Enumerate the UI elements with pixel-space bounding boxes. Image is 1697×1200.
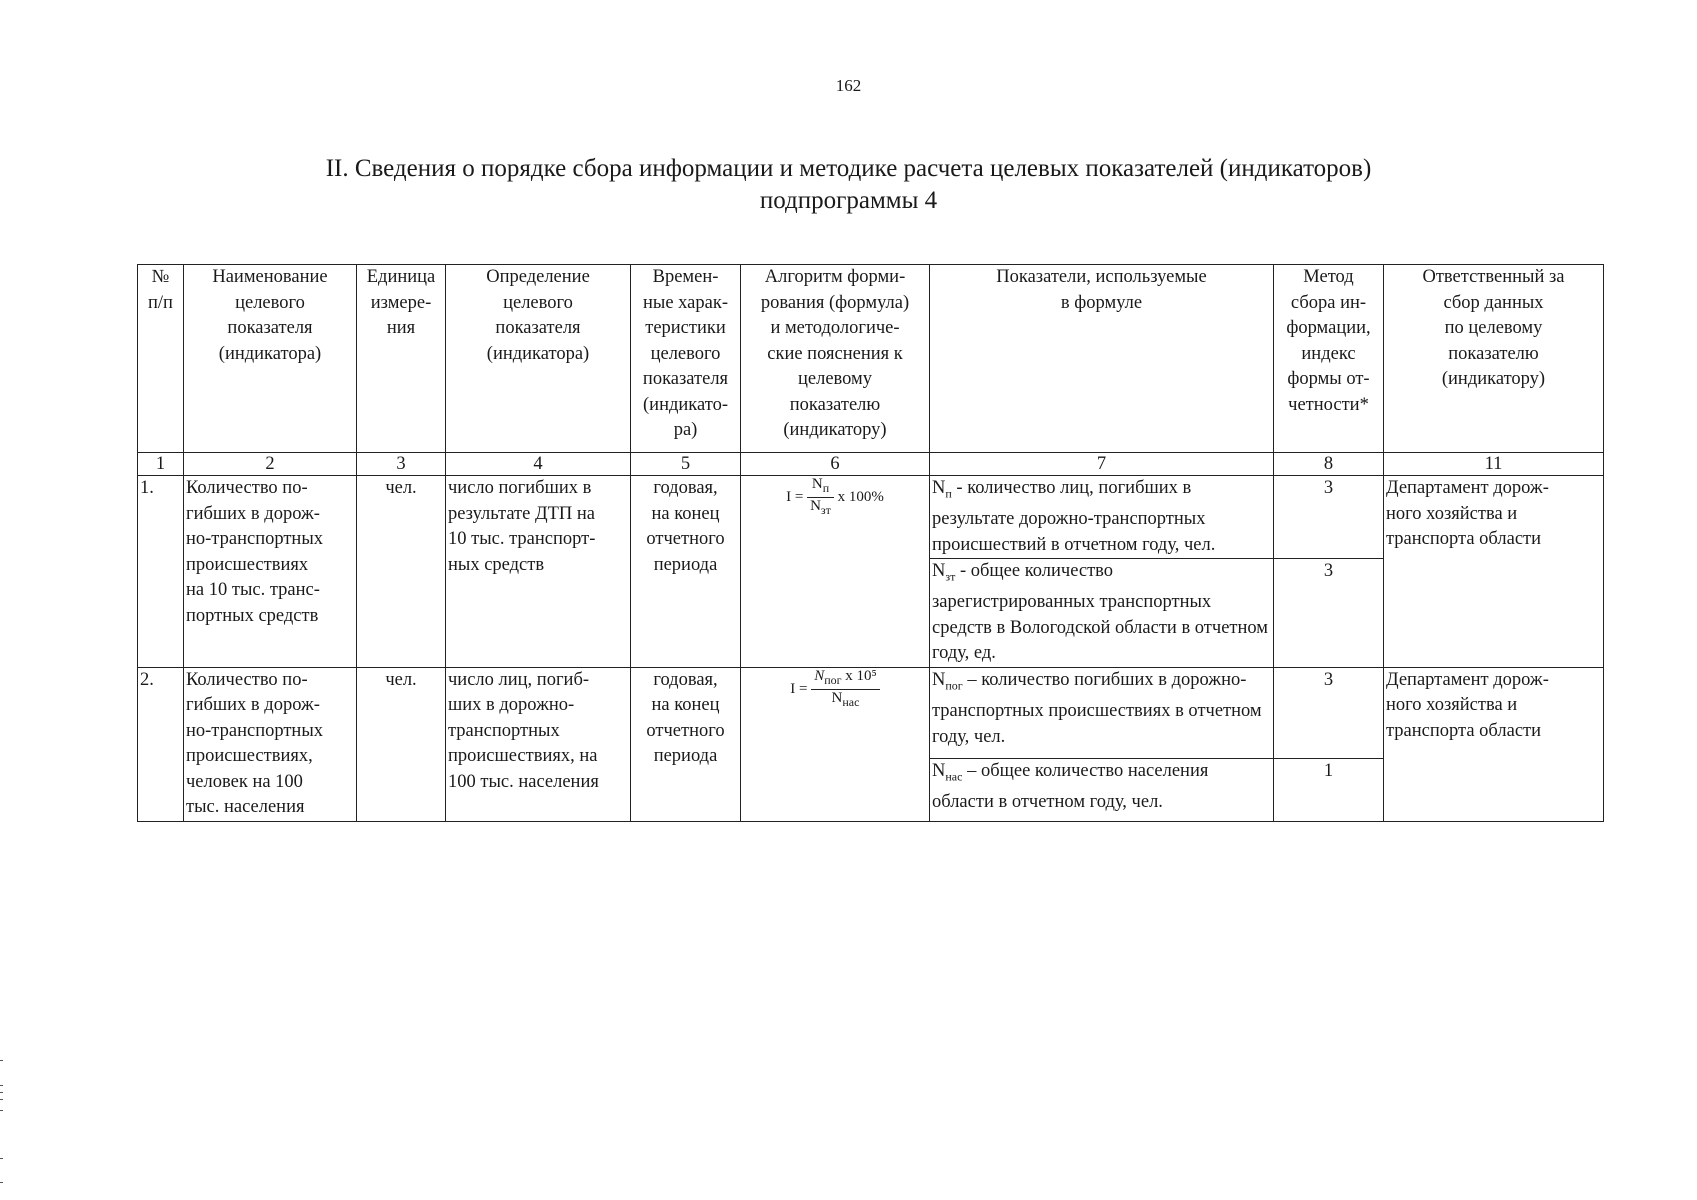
header-text-line: Единица — [366, 267, 436, 287]
cell-text-line: происшествиях, на — [448, 746, 598, 767]
header-text-line: теристики — [645, 318, 726, 338]
column-number: 5 — [631, 453, 741, 476]
cell-text-line: отчетного — [646, 720, 725, 741]
header-text-line: сбор данных — [1443, 292, 1544, 313]
header-text-line: формы от- — [1287, 369, 1370, 389]
header-cell — [184, 265, 357, 453]
header-cell — [446, 265, 631, 453]
column-number: 11 — [1384, 453, 1604, 476]
cell-text-line: Департамент дорож- — [1386, 478, 1549, 498]
indicators-table — [137, 264, 1604, 822]
header-text-line: показателю — [789, 394, 881, 415]
row-number: 2. — [138, 667, 184, 821]
header-text-line: ра) — [673, 420, 698, 440]
cell-text-line: на конец — [651, 503, 720, 524]
cell-text-line: но-транспортных — [186, 720, 324, 741]
header-text-line: (индикатору) — [1441, 369, 1546, 389]
collection-method: 3 — [1274, 667, 1384, 758]
scan-mark — [0, 1085, 3, 1086]
row-number: 1. — [138, 476, 184, 668]
header-text-line: (индикатора) — [486, 343, 590, 364]
definition — [446, 667, 631, 821]
header-text-line: в формуле — [1060, 292, 1143, 313]
header-text-line: ные харак- — [643, 292, 728, 313]
header-text-line: Показатели, используемые — [996, 267, 1207, 287]
definition — [446, 476, 631, 668]
cell-text-line: происшествиях — [186, 554, 309, 575]
header-text-line: сбора ин- — [1290, 292, 1367, 313]
page-title — [0, 153, 1697, 217]
column-number: 7 — [930, 453, 1274, 476]
indicator-variable: $N_{зт}$ - общее количество зарегистрированных транспортных средств в Вологодской области в отчетном году, ед. — [930, 559, 1274, 668]
header-cell — [741, 265, 930, 453]
header-text-line: рования (формула) — [760, 292, 910, 313]
title-line-2: подпрограммы 4 — [759, 187, 938, 214]
indicator-name — [184, 476, 357, 668]
header-text-line: Определение — [486, 267, 590, 287]
cell-text-line: транспорта области — [1386, 720, 1542, 741]
cell-text-line: годовая, — [653, 478, 718, 498]
header-text-line: целевого — [235, 292, 305, 313]
header-text-line: п/п — [148, 292, 173, 313]
header-text-line: и методологиче- — [770, 318, 900, 338]
indicator-variable: $N_{нас}$ – общее количество населения области в отчетном году, чел. — [930, 758, 1274, 821]
cell-text-line: происшествиях, — [186, 746, 313, 767]
cell-text-line: транспортных — [448, 720, 560, 741]
cell-text-line: но-транспортных — [186, 529, 324, 549]
collection-method: 3 — [1274, 559, 1384, 668]
cell-text-line: Количество по- — [186, 669, 308, 690]
formula-fraction — [807, 476, 834, 519]
header-text-line: измере- — [370, 292, 432, 313]
cell-text-line: число погибших в — [448, 478, 592, 498]
responsible — [1384, 476, 1604, 668]
header-cell — [1274, 265, 1384, 453]
header-text-line: целевого — [650, 343, 721, 364]
cell-text-line: отчетного — [646, 529, 725, 549]
column-number: 2 — [184, 453, 357, 476]
cell-text-line: 10 тыс. транспорт- — [448, 529, 596, 549]
table-row — [138, 667, 1604, 758]
column-numbers-row — [138, 453, 1604, 476]
formula — [741, 476, 930, 668]
cell-text-line: ных средств — [448, 554, 545, 575]
header-text-line: по целевому — [1444, 318, 1543, 338]
header-text-line: целевому — [797, 369, 873, 389]
formula-denominator: $N_{зт}$ — [810, 498, 831, 517]
cell-text-line: на конец — [651, 695, 720, 716]
cell-text-line: ного хозяйства и — [1386, 503, 1518, 524]
title-line-1: II. Сведения о порядке сбора информации и методике расчета целевых показателей (индикаторов) — [325, 155, 1372, 182]
cell-text-line: периода — [653, 746, 718, 767]
cell-text-line: человек на 100 — [186, 771, 303, 792]
collection-method: 3 — [1274, 476, 1384, 559]
column-number: 8 — [1274, 453, 1384, 476]
header-text-line: (индикато- — [643, 394, 728, 415]
header-text-line: индекс — [1301, 343, 1356, 364]
header-cell — [1384, 265, 1604, 453]
scan-mark — [0, 1092, 3, 1093]
formula-fraction — [811, 668, 880, 711]
scan-mark — [0, 1158, 3, 1159]
column-number: 6 — [741, 453, 930, 476]
header-text-line: ские пояснения к — [767, 343, 903, 364]
formula — [741, 667, 930, 821]
responsible — [1384, 667, 1604, 821]
header-text-line: целевого — [503, 292, 573, 313]
header-text-line: Алгоритм форми- — [764, 267, 906, 287]
header-text-line: показателя — [227, 318, 313, 338]
header-text-line: показателя — [642, 369, 729, 389]
cell-text-line: число лиц, погиб- — [448, 669, 590, 690]
header-cell — [357, 265, 446, 453]
cell-text-line: транспорта области — [1386, 529, 1542, 549]
cell-text-line: годовая, — [653, 669, 718, 690]
header-text-line: Ответственный за — [1422, 267, 1565, 287]
formula-numerator: $N_п$ — [807, 476, 834, 498]
cell-text-line: на 10 тыс. транс- — [186, 580, 320, 600]
header-text-line: № — [151, 267, 170, 287]
formula-tail: x 100% — [837, 488, 884, 505]
header-cell — [930, 265, 1274, 453]
unit: чел. — [357, 476, 446, 668]
cell-text-line: Количество по- — [186, 478, 308, 498]
header-text-line: (индикатору) — [783, 420, 887, 440]
header-row — [138, 265, 1604, 453]
indicator-variable: $N_п$ - количество лиц, погибших в результате дорожно-транспортных происшествий в отчетном году, чел. — [930, 476, 1274, 559]
unit: чел. — [357, 667, 446, 821]
header-text-line: Времен- — [652, 267, 719, 287]
column-number: 1 — [138, 453, 184, 476]
cell-text-line: Департамент дорож- — [1386, 669, 1549, 690]
cell-text-line: гибших в дорож- — [186, 503, 320, 524]
formula-denominator: $N_{нас}$ — [831, 689, 860, 709]
header-text-line: четности* — [1288, 394, 1369, 415]
collection-method: 1 — [1274, 758, 1384, 821]
table-row — [138, 476, 1604, 559]
header-text-line: показателю — [1448, 343, 1539, 364]
time-characteristics — [631, 476, 741, 668]
scan-mark — [0, 1060, 3, 1061]
header-text-line: формации, — [1286, 318, 1371, 338]
formula-lhs: I = — [790, 680, 808, 697]
header-cell — [138, 265, 184, 453]
header-cell — [631, 265, 741, 453]
page-number: 162 — [835, 76, 862, 95]
cell-text-line: периода — [653, 554, 718, 575]
cell-text-line: ших в дорожно- — [448, 695, 575, 716]
indicator-variable: $N_{пог}$ – количество погибших в дорожно-транспортных происшествиях в отчетном году, чел. — [930, 667, 1274, 758]
cell-text-line: портных средств — [186, 605, 319, 626]
header-text-line: Наименование — [212, 267, 328, 287]
time-characteristics — [631, 667, 741, 821]
scan-mark — [0, 1182, 3, 1183]
cell-text-line: гибших в дорож- — [186, 695, 320, 716]
header-text-line: ния — [386, 318, 416, 338]
column-number: 4 — [446, 453, 631, 476]
indicator-name — [184, 667, 357, 821]
cell-text-line: результате ДТП на — [448, 503, 595, 524]
header-text-line: показателя — [495, 318, 581, 338]
formula-lhs: I = — [786, 488, 804, 505]
header-text-line: (индикатора) — [218, 343, 322, 364]
cell-text-line: тыс. населения — [186, 797, 305, 818]
formula-numerator: $N_{пог}$ x 10⁵ — [811, 668, 880, 690]
scan-mark — [0, 1099, 3, 1100]
cell-text-line: 100 тыс. населения — [448, 771, 599, 792]
scan-mark — [0, 1110, 3, 1111]
column-number: 3 — [357, 453, 446, 476]
header-text-line: Метод — [1303, 267, 1354, 287]
cell-text-line: ного хозяйства и — [1386, 695, 1518, 716]
